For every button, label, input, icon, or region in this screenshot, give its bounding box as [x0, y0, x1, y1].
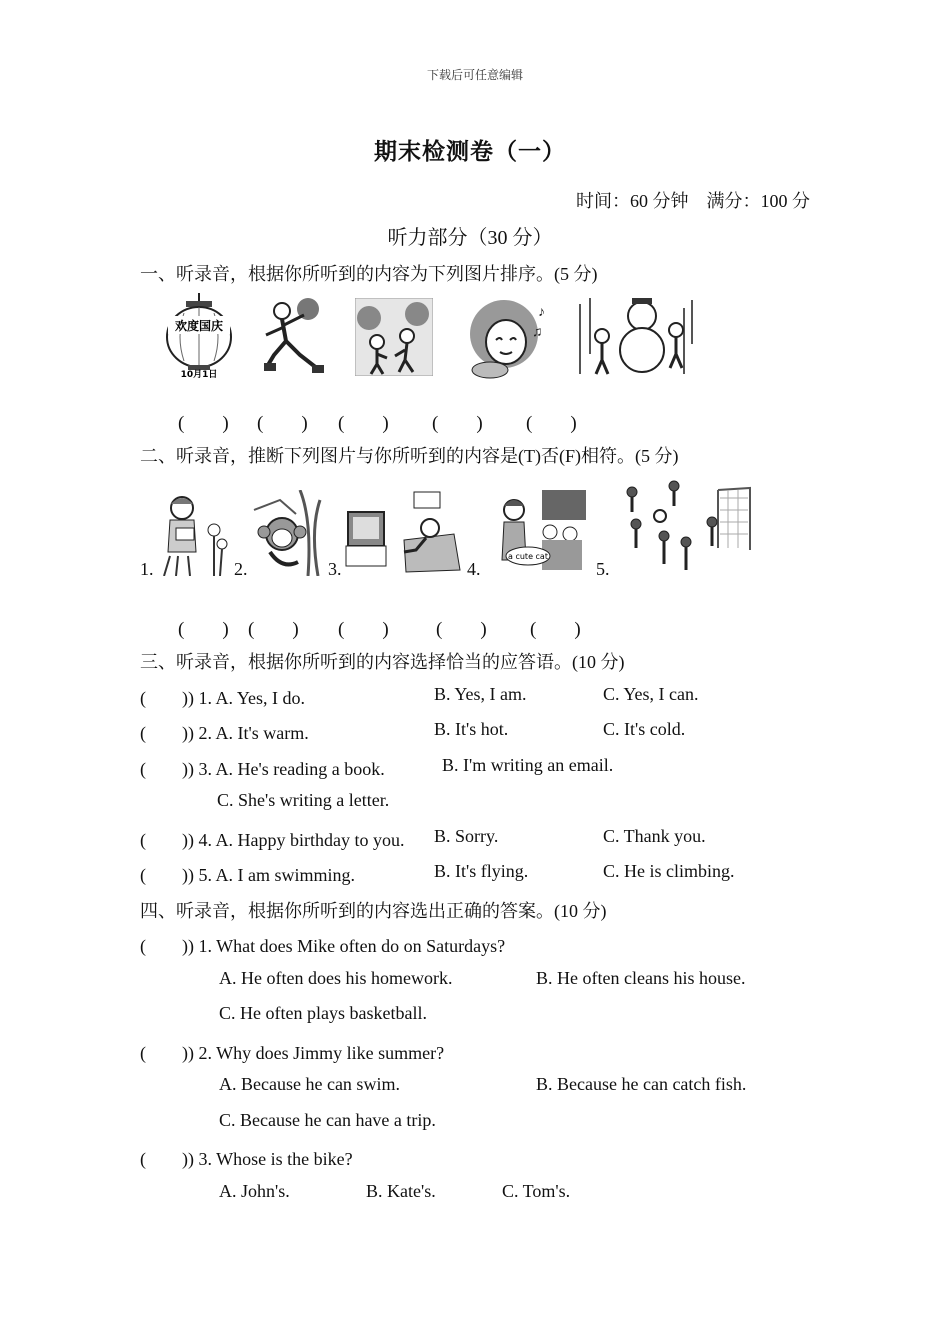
part2-picture-4 [496, 490, 588, 576]
part4-q1-option-a: A. He often does his homework. [219, 968, 453, 988]
section-heading: 听力部分（30 分） [387, 227, 553, 249]
part1-picture-1 [164, 293, 234, 381]
part1-picture-2 [258, 295, 324, 377]
svg-text:♫: ♫ [532, 325, 543, 340]
lantern-text: 欢度国庆 [174, 319, 224, 333]
part2-number-3: 3. [328, 559, 342, 579]
part4-q1-option-b: B. He often cleans his house. [536, 968, 746, 988]
part3-q5-option-c: C. He is climbing. [603, 861, 735, 881]
answer-blank[interactable]: ( ) [140, 1043, 188, 1063]
answer-blank[interactable]: ( ) [140, 865, 188, 885]
answer-blank[interactable]: ( ) [140, 723, 188, 743]
part3-q4-option-c: C. Thank you. [603, 826, 706, 846]
snowman-icon [576, 294, 698, 378]
part4-q3-stem[interactable]: ( )) 3. Whose is the bike? [140, 1149, 353, 1169]
part4-instruction: 四、听录音，根据你所听到的内容选出正确的答案。(10 分) [140, 901, 607, 921]
page-title: 期末检测卷（一） [374, 139, 566, 164]
part3-q4-option-b: B. Sorry. [434, 826, 499, 846]
part3-q1-option-c: C. Yes, I can. [603, 684, 699, 704]
part1-picture-3 [355, 298, 433, 376]
part2-blank-2[interactable]: ( ) [248, 619, 299, 640]
part4-q3-option-c: C. Tom's. [502, 1181, 571, 1201]
part3-q5-stem[interactable]: ( )) 5. A. I am swimming. [140, 865, 355, 885]
part2-picture-2 [250, 490, 322, 576]
part3-q5-option-b: B. It's flying. [434, 861, 529, 881]
girl-listening-music-icon [460, 296, 552, 380]
classroom-icon [496, 490, 588, 576]
part3-q1-option-b: B. Yes, I am. [434, 684, 527, 704]
part4-q2-option-c: C. Because he can have a trip. [219, 1110, 436, 1130]
part2-blank-5[interactable]: ( ) [530, 619, 581, 640]
part1-blank-3[interactable]: ( ) [338, 413, 389, 434]
part1-blank-4[interactable]: ( ) [432, 413, 483, 434]
part4-q1-option-c: C. He often plays basketball. [219, 1003, 427, 1023]
part2-blank-3[interactable]: ( ) [338, 619, 389, 640]
part3-instruction: 三、听录音，根据你所听到的内容选择恰当的应答语。(10 分) [140, 652, 625, 672]
kids-soccer-icon [614, 478, 752, 576]
part1-blank-1[interactable]: ( ) [178, 413, 229, 434]
lantern-icon [164, 293, 234, 381]
part2-picture-3 [344, 490, 464, 576]
part3-q3-option-b: B. I'm writing an email. [442, 755, 614, 775]
answer-blank[interactable]: ( ) [140, 830, 188, 850]
part4-q3-option-b: B. Kate's. [366, 1181, 436, 1201]
part2-number-5: 5. [596, 559, 610, 579]
answer-blank[interactable]: ( ) [140, 936, 188, 956]
part2-instruction: 二、听录音，推断下列图片与你所听到的内容是(T)否(F)相符。(5 分) [140, 446, 679, 466]
part2-number-4: 4. [467, 559, 481, 579]
part3-q2-stem[interactable]: ( )) 2. A. It's warm. [140, 723, 309, 743]
girl-reading-flowers-icon [156, 490, 232, 576]
part1-picture-5 [576, 294, 698, 378]
part2-number-1: 1. [140, 559, 154, 579]
girl-watching-tv-icon [344, 490, 464, 576]
part2-blank-1[interactable]: ( ) [178, 619, 229, 640]
dancing-girl-icon [258, 295, 324, 377]
part1-blank-5[interactable]: ( ) [526, 413, 577, 434]
monkey-icon [250, 490, 322, 576]
part3-q2-option-b: B. It's hot. [434, 719, 509, 739]
part3-q3-option-c: C. She's writing a letter. [217, 790, 390, 810]
part2-blank-4[interactable]: ( ) [436, 619, 487, 640]
part4-q2-stem[interactable]: ( )) 2. Why does Jimmy like summer? [140, 1043, 445, 1063]
answer-blank[interactable]: ( ) [140, 759, 188, 779]
part4-q3-option-a: A. John's. [219, 1181, 290, 1201]
header-note: 下载后可任意编辑 [426, 68, 523, 82]
speech-bubble-text: a cute cat [508, 552, 548, 561]
part3-q2-option-c: C. It's cold. [603, 719, 686, 739]
part4-q2-option-a: A. Because he can swim. [219, 1074, 400, 1094]
answer-blank[interactable]: ( ) [140, 1149, 188, 1169]
part1-picture-4 [460, 296, 552, 380]
part2-picture-5 [614, 478, 752, 576]
svg-text:♪: ♪ [538, 305, 545, 320]
answer-blank[interactable]: ( ) [140, 688, 188, 708]
lantern-subtext: 10月1日 [180, 370, 218, 380]
part1-instruction: 一、听录音，根据你所听到的内容为下列图片排序。(5 分) [140, 264, 598, 284]
part3-q4-stem[interactable]: ( )) 4. A. Happy birthday to you. [140, 830, 405, 850]
part4-q2-option-b: B. Because he can catch fish. [536, 1074, 747, 1094]
part4-q1-stem[interactable]: ( )) 1. What does Mike often do on Saturdays? [140, 936, 506, 956]
part3-q3-stem[interactable]: ( )) 3. A. He's reading a book. [140, 759, 385, 779]
time-info: 时间：60 分钟 满分：100 分 [576, 191, 810, 211]
part3-q1-stem[interactable]: ( )) 1. A. Yes, I do. [140, 688, 306, 708]
part1-blank-2[interactable]: ( ) [257, 413, 308, 434]
children-playing-icon [355, 298, 433, 376]
part2-number-2: 2. [234, 559, 248, 579]
part2-picture-1 [156, 490, 232, 576]
